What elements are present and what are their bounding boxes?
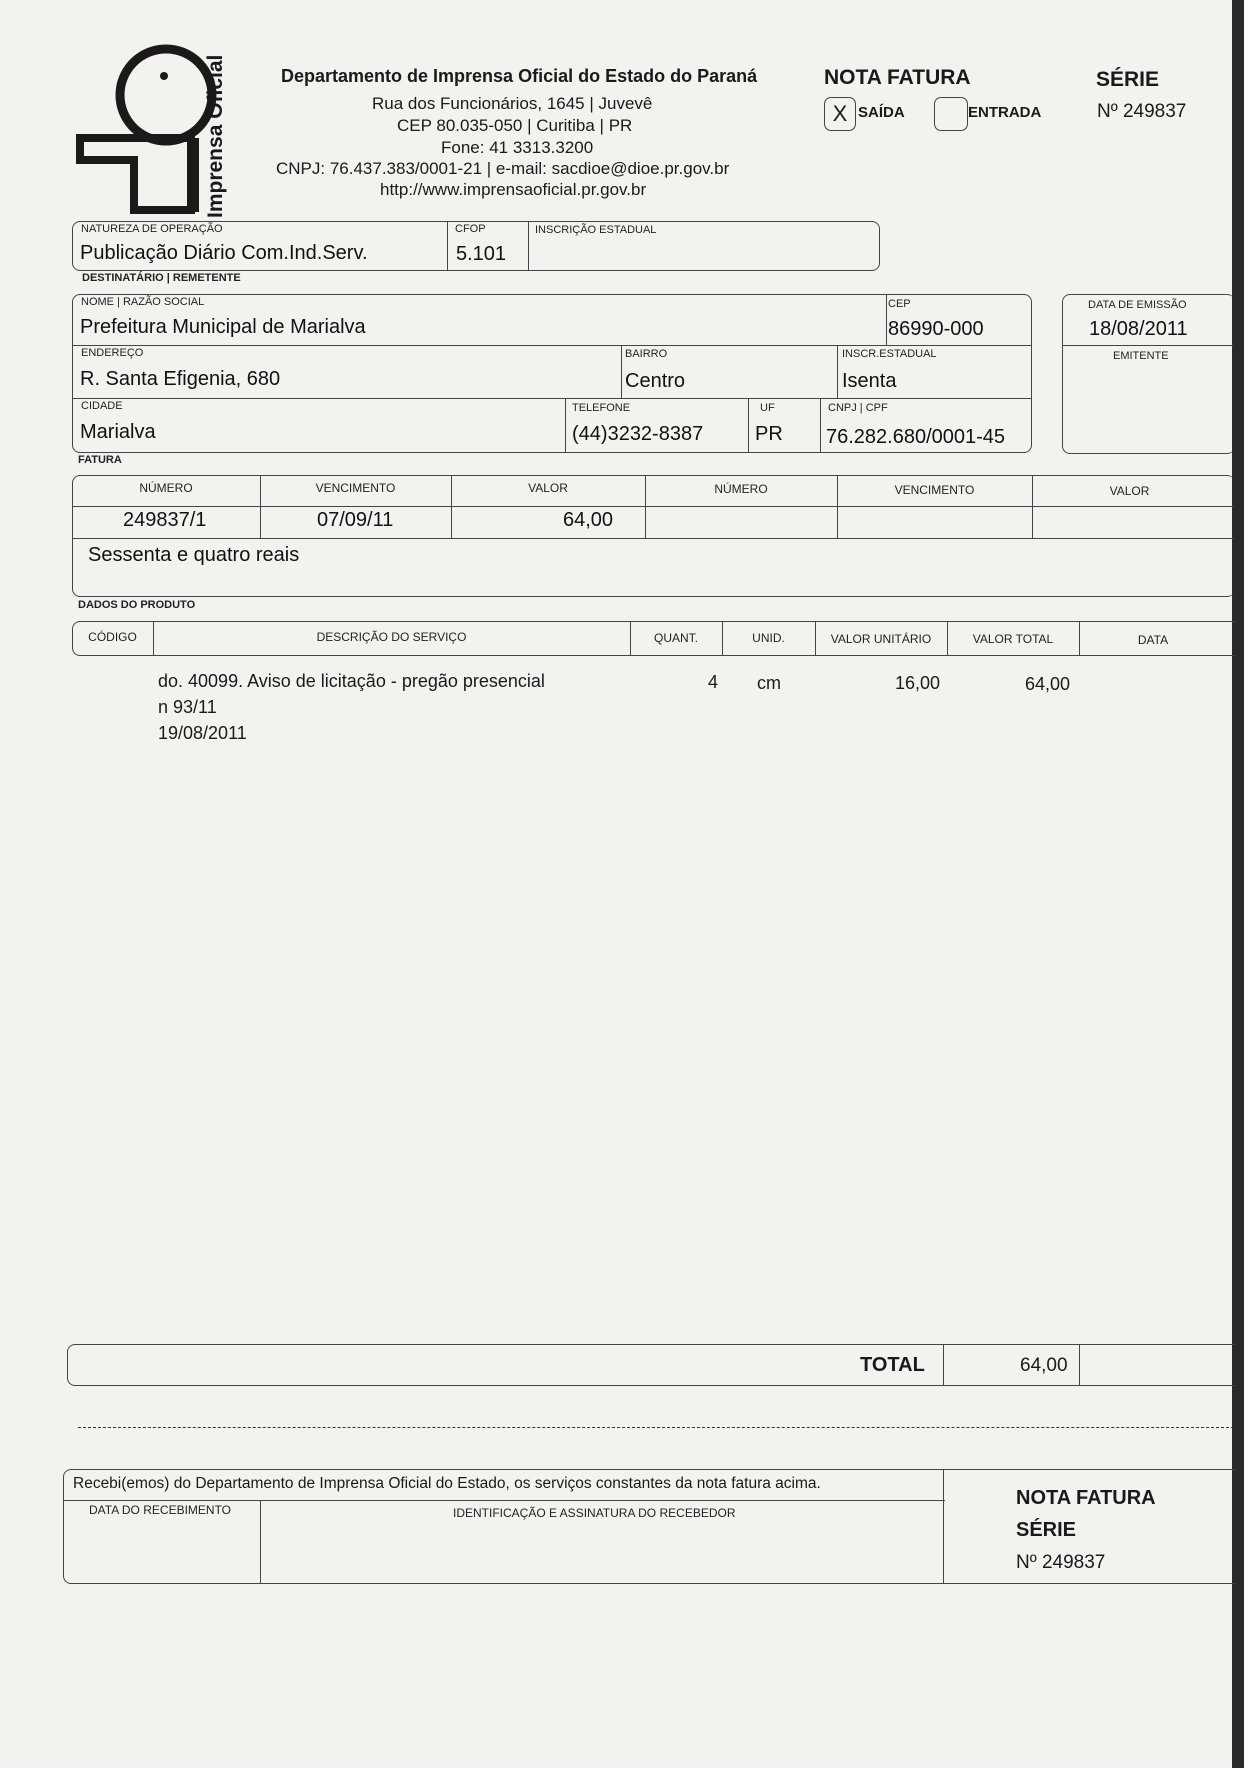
fatura-vencimento-value: 07/09/11 bbox=[317, 509, 394, 531]
produto-header-valor-unitario: VALOR UNITÁRIO bbox=[830, 632, 932, 646]
fatura-valor-extenso: Sessenta e quatro reais bbox=[88, 544, 300, 566]
recibo-text: Recebi(emos) do Departamento de Imprensa Oficial do Estado, os serviços constantes da nota fatura acima. bbox=[73, 1475, 821, 1492]
natureza-label: NATUREZA DE OPERAÇÃO bbox=[81, 223, 223, 235]
recibo-nota-fatura-title: NOTA FATURA bbox=[1016, 1487, 1156, 1509]
produto-header-data: DATA bbox=[1137, 633, 1169, 647]
produto-header-quant: QUANT. bbox=[653, 631, 698, 645]
fatura-section-title: FATURA bbox=[78, 454, 122, 466]
org-name: Departamento de Imprensa Oficial do Estado do Paraná bbox=[281, 66, 758, 86]
saida-label: SAÍDA bbox=[858, 104, 905, 121]
website-line: http://www.imprensaoficial.pr.gov.br bbox=[380, 180, 647, 199]
uf-label: UF bbox=[760, 402, 775, 414]
produto-quant-value: 4 bbox=[708, 672, 719, 692]
entrada-checkbox[interactable] bbox=[934, 97, 968, 131]
produto-unid-value: cm bbox=[757, 673, 781, 693]
bairro-label: BAIRRO bbox=[625, 348, 668, 360]
inscr-estadual-label: INSCR.ESTADUAL bbox=[842, 348, 937, 360]
fatura-header-vencimento-1: VENCIMENTO bbox=[315, 481, 396, 495]
fatura-header-valor-1: VALOR bbox=[528, 481, 568, 495]
total-value: 64,00 bbox=[1020, 1355, 1068, 1376]
address-line: Rua dos Funcionários, 1645 | Juvevê bbox=[372, 94, 653, 113]
produto-descricao-line-2: n 93/11 bbox=[158, 697, 217, 717]
cfop-value: 5.101 bbox=[456, 243, 507, 265]
data-emissao-label: DATA DE EMISSÃO bbox=[1088, 299, 1187, 311]
assinatura-recebedor-label: IDENTIFICAÇÃO E ASSINATURA DO RECEBEDOR bbox=[453, 1506, 736, 1520]
phone-line: Fone: 41 3313.3200 bbox=[441, 138, 594, 157]
fatura-valor-value: 64,00 bbox=[563, 509, 614, 531]
entrada-label: ENTRADA bbox=[968, 104, 1042, 121]
endereco-label: ENDEREÇO bbox=[81, 347, 144, 359]
inscricao-estadual-label: INSCRIÇÃO ESTADUAL bbox=[535, 224, 657, 236]
produto-section-title: DADOS DO PRODUTO bbox=[78, 599, 196, 611]
fatura-header-numero-2: NÚMERO bbox=[714, 482, 768, 496]
data-emissao-value: 18/08/2011 bbox=[1089, 318, 1188, 340]
cep-value: 86990-000 bbox=[888, 318, 984, 340]
fatura-header-valor-2: VALOR bbox=[1109, 484, 1150, 498]
logo bbox=[76, 40, 226, 220]
produto-descricao-line-3: 19/08/2011 bbox=[158, 723, 247, 743]
produto-descricao-line-1: do. 40099. Aviso de licitação - pregão presencial bbox=[158, 671, 545, 691]
logo-vertical-text: Imprensa Oficial bbox=[204, 54, 227, 218]
serie-number: Nº 249837 bbox=[1097, 101, 1187, 122]
uf-value: PR bbox=[755, 423, 783, 445]
inscr-estadual-value: Isenta bbox=[842, 370, 897, 392]
fatura-header-vencimento-2: VENCIMENTO bbox=[894, 483, 975, 497]
cnpj-cpf-label: CNPJ | CPF bbox=[828, 402, 888, 414]
cep-label: CEP bbox=[888, 298, 911, 310]
cidade-value: Marialva bbox=[80, 421, 156, 443]
produto-valor-total-value: 64,00 bbox=[1025, 674, 1071, 694]
fatura-numero-value: 249837/1 bbox=[123, 509, 207, 531]
data-recebimento-label: DATA DO RECEBIMENTO bbox=[89, 1503, 232, 1517]
bairro-value: Centro bbox=[625, 370, 686, 392]
fatura-header-numero-1: NÚMERO bbox=[139, 481, 193, 495]
emitente-label: EMITENTE bbox=[1113, 350, 1169, 362]
produto-valor-unitario-value: 16,00 bbox=[895, 673, 941, 693]
cfop-label: CFOP bbox=[455, 223, 486, 235]
nome-value: Prefeitura Municipal de Marialva bbox=[80, 316, 366, 338]
cut-line bbox=[78, 1427, 1234, 1428]
natureza-value: Publicação Diário Com.Ind.Serv. bbox=[80, 242, 368, 264]
cidade-label: CIDADE bbox=[81, 400, 123, 412]
cnpj-cpf-value: 76.282.680/0001-45 bbox=[826, 426, 1006, 448]
produto-header-descricao: DESCRIÇÃO DO SERVIÇO bbox=[316, 630, 467, 644]
total-label: TOTAL bbox=[860, 1354, 925, 1376]
endereco-value: R. Santa Efigenia, 680 bbox=[80, 368, 281, 390]
produto-header-codigo: CÓDIGO bbox=[88, 630, 137, 644]
saida-checkbox[interactable] bbox=[824, 97, 856, 131]
telefone-value: (44)3232-8387 bbox=[572, 423, 704, 445]
cnpj-email-line: CNPJ: 76.437.383/0001-21 | e-mail: sacdioe@dioe.pr.gov.br bbox=[276, 159, 730, 178]
nome-label: NOME | RAZÃO SOCIAL bbox=[81, 296, 205, 308]
recibo-serie-title: SÉRIE bbox=[1016, 1519, 1077, 1541]
serie-title: SÉRIE bbox=[1096, 68, 1160, 91]
produto-header-valor-total: VALOR TOTAL bbox=[972, 632, 1054, 646]
saida-mark: X bbox=[832, 101, 848, 126]
cep-line: CEP 80.035-050 | Curitiba | PR bbox=[397, 116, 633, 135]
destinatario-section-title: DESTINATÁRIO | REMETENTE bbox=[82, 272, 241, 284]
nota-fatura-title: NOTA FATURA bbox=[824, 66, 971, 89]
recibo-serie-number: Nº 249837 bbox=[1016, 1552, 1106, 1573]
telefone-label: TELEFONE bbox=[572, 402, 631, 414]
produto-header-unid: UNID. bbox=[752, 631, 785, 645]
